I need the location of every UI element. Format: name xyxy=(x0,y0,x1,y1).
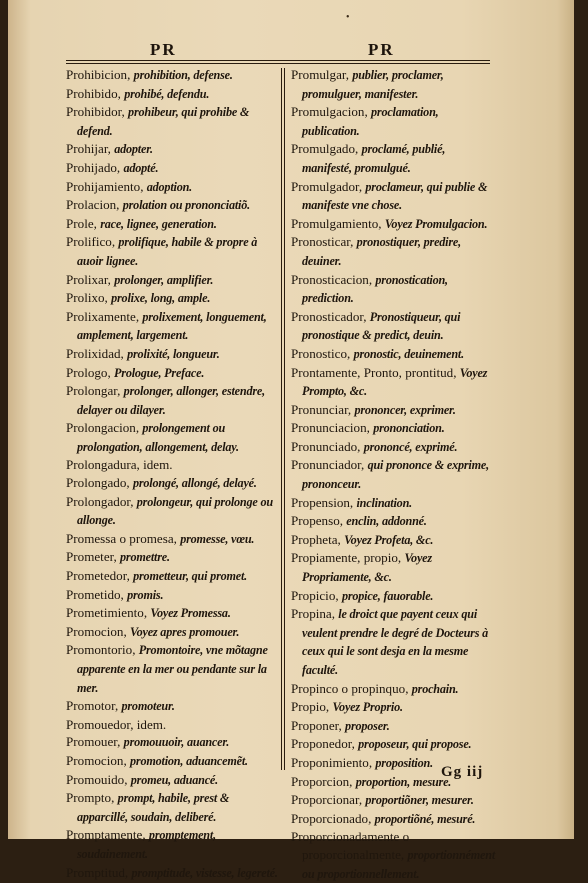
headword: Promulgar, xyxy=(291,67,350,82)
definition: proportionnément ou proportionnellement. xyxy=(302,847,495,881)
definition: promotion, aduancemẽt. xyxy=(130,753,248,768)
definition: adopter. xyxy=(114,142,153,157)
headword: Prolixar, xyxy=(66,271,111,287)
definition: Voyez Prompto, &c. xyxy=(302,365,488,399)
dictionary-entry xyxy=(291,364,495,401)
running-head-right: PR xyxy=(368,40,395,59)
dictionary-entry xyxy=(66,271,278,290)
dictionary-entry xyxy=(291,271,495,308)
headword: Propio, xyxy=(291,699,330,715)
definition: prochain. xyxy=(411,681,459,696)
headword: Promulgado, xyxy=(291,141,359,157)
headword: Prolongado, xyxy=(66,475,130,491)
dictionary-entry xyxy=(291,140,495,177)
dictionary-entry xyxy=(66,159,278,178)
dictionary-entry xyxy=(291,308,495,345)
header-rule xyxy=(66,60,490,64)
definition: promesse, vœu. xyxy=(180,531,255,546)
headword: Prohibido, xyxy=(66,85,121,101)
dictionary-entry xyxy=(66,419,278,456)
headword: Promocion, xyxy=(66,623,127,639)
headword: Propina, xyxy=(291,606,336,622)
headword: Proporcionar, xyxy=(291,792,363,808)
headword: Promulgacion, xyxy=(291,104,368,120)
headword: Prolongador, xyxy=(66,493,134,509)
dictionary-entry xyxy=(291,735,495,754)
definition: publier, proclamer, promulguer, manifester. xyxy=(302,68,444,101)
headword: Prolixo, xyxy=(66,290,108,306)
definition: prometteur, qui promet. xyxy=(133,569,248,584)
definition: promptement, soudainement. xyxy=(77,828,216,861)
dictionary-entry xyxy=(66,826,278,863)
definition: pronostiquer, predire, deuiner. xyxy=(302,235,461,268)
left-column xyxy=(66,66,278,882)
dictionary-entry xyxy=(66,474,278,493)
headword: Pronosticador, xyxy=(291,308,367,324)
headword: Proporcion, xyxy=(291,773,353,789)
headword: Proponimiento, xyxy=(291,754,373,770)
headword: Prompto, xyxy=(66,790,115,806)
definition: pronostic, deuinement. xyxy=(353,346,464,361)
headword: Prolongacion, xyxy=(66,420,140,436)
definition: pronostication, prediction. xyxy=(302,272,448,306)
headword: Propiamente, propio, xyxy=(291,550,402,566)
dictionary-entry xyxy=(291,791,495,810)
headword: Proporcionado, xyxy=(291,810,372,826)
definition: prompt, habile, prest & apparcillé, soudain, deliberé. xyxy=(77,791,230,824)
dictionary-entry xyxy=(66,364,278,383)
dictionary-entry xyxy=(66,85,278,104)
headword: Prolixidad, xyxy=(66,345,124,361)
definition: inclination. xyxy=(356,495,412,510)
definition: prolifique, habile & propre à auoir lignee. xyxy=(77,235,258,268)
definition: prononcer, exprimer. xyxy=(354,402,456,417)
headword: Prohijamiento, xyxy=(66,178,144,194)
headword: Prolacion, xyxy=(66,197,120,213)
headword: Prologo, xyxy=(66,364,111,380)
dictionary-entry xyxy=(291,698,495,717)
dictionary-entry xyxy=(66,345,278,364)
dictionary-entry xyxy=(291,605,495,679)
dictionary-entry xyxy=(291,419,495,438)
definition: promouuoir, auancer. xyxy=(123,735,230,750)
definition: adopté. xyxy=(123,160,159,175)
headword: Promessa o promesa, xyxy=(66,530,177,546)
headword: Propension, xyxy=(291,494,354,510)
definition: prohibé, defendu. xyxy=(124,86,210,101)
headword: Pronunciar, xyxy=(291,401,352,417)
definition: promptitude, vistesse, legereté. xyxy=(131,865,278,880)
headword: Pronunciacion, xyxy=(291,420,370,436)
definition: Voyez Promessa. xyxy=(150,606,231,621)
definition: prolation ou prononciatiõ. xyxy=(122,198,250,213)
definition: prolongeur, qui prolonge ou allonge. xyxy=(77,494,273,528)
headword: Prolixamente, xyxy=(66,308,140,324)
definition: proposition. xyxy=(375,755,433,770)
headword: Prolongadura, idem. xyxy=(66,457,173,473)
headword: Prohibicion, xyxy=(66,67,131,82)
dictionary-entry xyxy=(291,456,495,493)
dictionary-entry xyxy=(66,308,278,345)
headword: Propenso, xyxy=(291,513,344,529)
definition: promis. xyxy=(127,587,164,602)
dictionary-entry xyxy=(291,512,495,531)
definition: le droict que payent ceux qui veulent prendre le degré de Docteurs à ceux qui le sont desja en la mesme faculté. xyxy=(302,607,489,677)
dictionary-entry xyxy=(291,531,495,550)
definition: prolongé, allongé, delayé. xyxy=(132,476,257,491)
dictionary-entry xyxy=(291,828,495,883)
definition: promettre. xyxy=(120,550,170,565)
definition: prolonger, amplifier. xyxy=(114,272,214,287)
definition: prolixe, long, ample. xyxy=(111,291,211,306)
headword: Promulgador, xyxy=(291,178,363,194)
headword: Prolongar, xyxy=(66,383,121,399)
definition: prohibeur, qui prohibe & defend. xyxy=(77,105,250,138)
dictionary-entry xyxy=(66,382,278,419)
headword: Propinco o propinquo, xyxy=(291,680,409,696)
headword: Promptamente, xyxy=(66,827,146,843)
headword: Promocion, xyxy=(66,752,127,768)
definition: promeu, aduancé. xyxy=(130,772,218,787)
headword: Prole, xyxy=(66,215,97,231)
headword: Pronunciado, xyxy=(291,438,361,454)
dictionary-entry xyxy=(291,587,495,606)
headword: Prohijado, xyxy=(66,159,121,175)
headword: Proponedor, xyxy=(291,736,355,752)
headword: Promulgamiento, xyxy=(291,215,382,231)
dictionary-entry xyxy=(66,66,278,85)
definition: proposer. xyxy=(345,718,390,733)
dictionary-entry xyxy=(66,178,278,197)
dictionary-entry xyxy=(66,196,278,215)
headword: Promouer, xyxy=(66,734,121,750)
dictionary-entry xyxy=(291,66,495,103)
headword: Promouedor, idem. xyxy=(66,716,167,732)
dictionary-entry xyxy=(66,864,278,883)
headword: Pronunciador, xyxy=(291,457,365,473)
headword: Proponer, xyxy=(291,717,342,733)
headword: Pronosticacion, xyxy=(291,271,373,287)
dictionary-entry xyxy=(291,717,495,736)
dictionary-entry xyxy=(66,752,278,771)
dictionary-entry xyxy=(291,345,495,364)
dictionary-entry xyxy=(66,456,278,474)
definition: Voyez Profeta, &c. xyxy=(344,532,434,547)
dictionary-entry xyxy=(66,697,278,716)
headword: Promotor, xyxy=(66,698,119,714)
definition: proportion, mesure. xyxy=(355,774,452,789)
definition: Promontoire, vne mõtagne apparente en la mer ou pendante sur la mer. xyxy=(77,643,268,695)
dictionary-entry xyxy=(66,140,278,159)
headword: Prohibidor, xyxy=(66,104,125,120)
headword: Propheta, xyxy=(291,531,341,547)
definition: Pronostiqueur, qui pronostique & predict, deuin. xyxy=(302,309,461,343)
headword: Pronosticar, xyxy=(291,234,354,250)
dictionary-entry xyxy=(291,215,495,234)
definition: race, lignee, generation. xyxy=(100,216,217,231)
dictionary-entry xyxy=(291,494,495,513)
headword: Prohijar, xyxy=(66,141,111,157)
dictionary-entry xyxy=(66,215,278,234)
definition: proclamation, publication. xyxy=(302,105,439,138)
headword: Promontorio, xyxy=(66,642,136,658)
dictionary-entry xyxy=(291,178,495,215)
signature-mark: Gg iij xyxy=(441,764,484,780)
dictionary-entry xyxy=(66,733,278,752)
definition: prononciation. xyxy=(373,421,445,436)
dictionary-entry xyxy=(66,716,278,734)
headword: Propicio, xyxy=(291,587,339,603)
dictionary-entry xyxy=(66,604,278,623)
right-column xyxy=(291,66,495,883)
definition: proportiõner, mesurer. xyxy=(365,793,474,808)
column-divider xyxy=(281,68,285,770)
headword: Prontamente, Pronto, prontitud, xyxy=(291,364,457,380)
definition: proclamé, publié, manifesté, promulgué. xyxy=(302,142,446,175)
definition: Voyez Promulgacion. xyxy=(384,216,488,231)
definition: adoption. xyxy=(146,179,193,194)
dictionary-entry xyxy=(66,493,278,530)
dictionary-entry xyxy=(291,233,495,270)
definition: prohibition, defense. xyxy=(133,68,233,82)
dictionary-entry xyxy=(291,680,495,699)
dictionary-entry xyxy=(66,641,278,697)
definition: prolongement ou prolongation, allongement, delay. xyxy=(77,421,239,454)
book-page xyxy=(8,0,574,881)
running-head-left: PR xyxy=(150,40,177,59)
dictionary-entry xyxy=(66,567,278,586)
definition: Voyez Proprio. xyxy=(332,700,403,715)
definition: enclin, addonné. xyxy=(346,514,427,529)
definition: prolonger, allonger, estendre, delayer ou dilayer. xyxy=(77,384,265,417)
headword: Prometido, xyxy=(66,586,124,602)
dictionary-entry xyxy=(66,548,278,567)
definition: qui prononce & exprime, prononceur. xyxy=(302,458,489,492)
dictionary-entry xyxy=(66,530,278,549)
definition: proportiõné, mesuré. xyxy=(374,811,476,826)
dictionary-entry xyxy=(291,438,495,457)
headword: Prolifico, xyxy=(66,234,116,250)
headword: Promouido, xyxy=(66,771,128,787)
definition: promoteur. xyxy=(121,699,175,714)
headword: Pronostico, xyxy=(291,345,351,361)
dictionary-entry xyxy=(291,103,495,140)
definition: proposeur, qui propose. xyxy=(358,737,472,752)
dictionary-entry xyxy=(66,771,278,790)
definition: prolixité, longueur. xyxy=(127,346,220,361)
definition: proclameur, qui publie & manifeste vne chose. xyxy=(302,179,488,213)
dictionary-entry xyxy=(66,233,278,270)
definition: Voyez Propriamente, &c. xyxy=(302,551,432,585)
definition: prononcé, exprimé. xyxy=(363,439,458,454)
dictionary-entry xyxy=(291,549,495,586)
dictionary-entry xyxy=(291,810,495,829)
definition: Prologue, Preface. xyxy=(114,365,205,380)
definition: propice, fauorable. xyxy=(341,588,434,603)
headword: Promptitud, xyxy=(66,864,129,880)
dictionary-entry xyxy=(66,789,278,826)
definition: Voyez apres promouer. xyxy=(130,624,240,639)
dictionary-entry xyxy=(66,289,278,308)
dictionary-entry xyxy=(66,586,278,605)
headword: Prometimiento, xyxy=(66,605,148,621)
headword: Prometer, xyxy=(66,549,117,565)
dictionary-entry xyxy=(291,401,495,420)
top-ornament: • xyxy=(346,12,350,23)
headword: Prometedor, xyxy=(66,568,130,584)
dictionary-entry xyxy=(66,623,278,642)
definition: prolixement, longuement, amplement, largement. xyxy=(77,309,267,343)
dictionary-entry xyxy=(66,103,278,140)
headword: Proporcionadamente o proporcionalmente, xyxy=(291,829,410,862)
